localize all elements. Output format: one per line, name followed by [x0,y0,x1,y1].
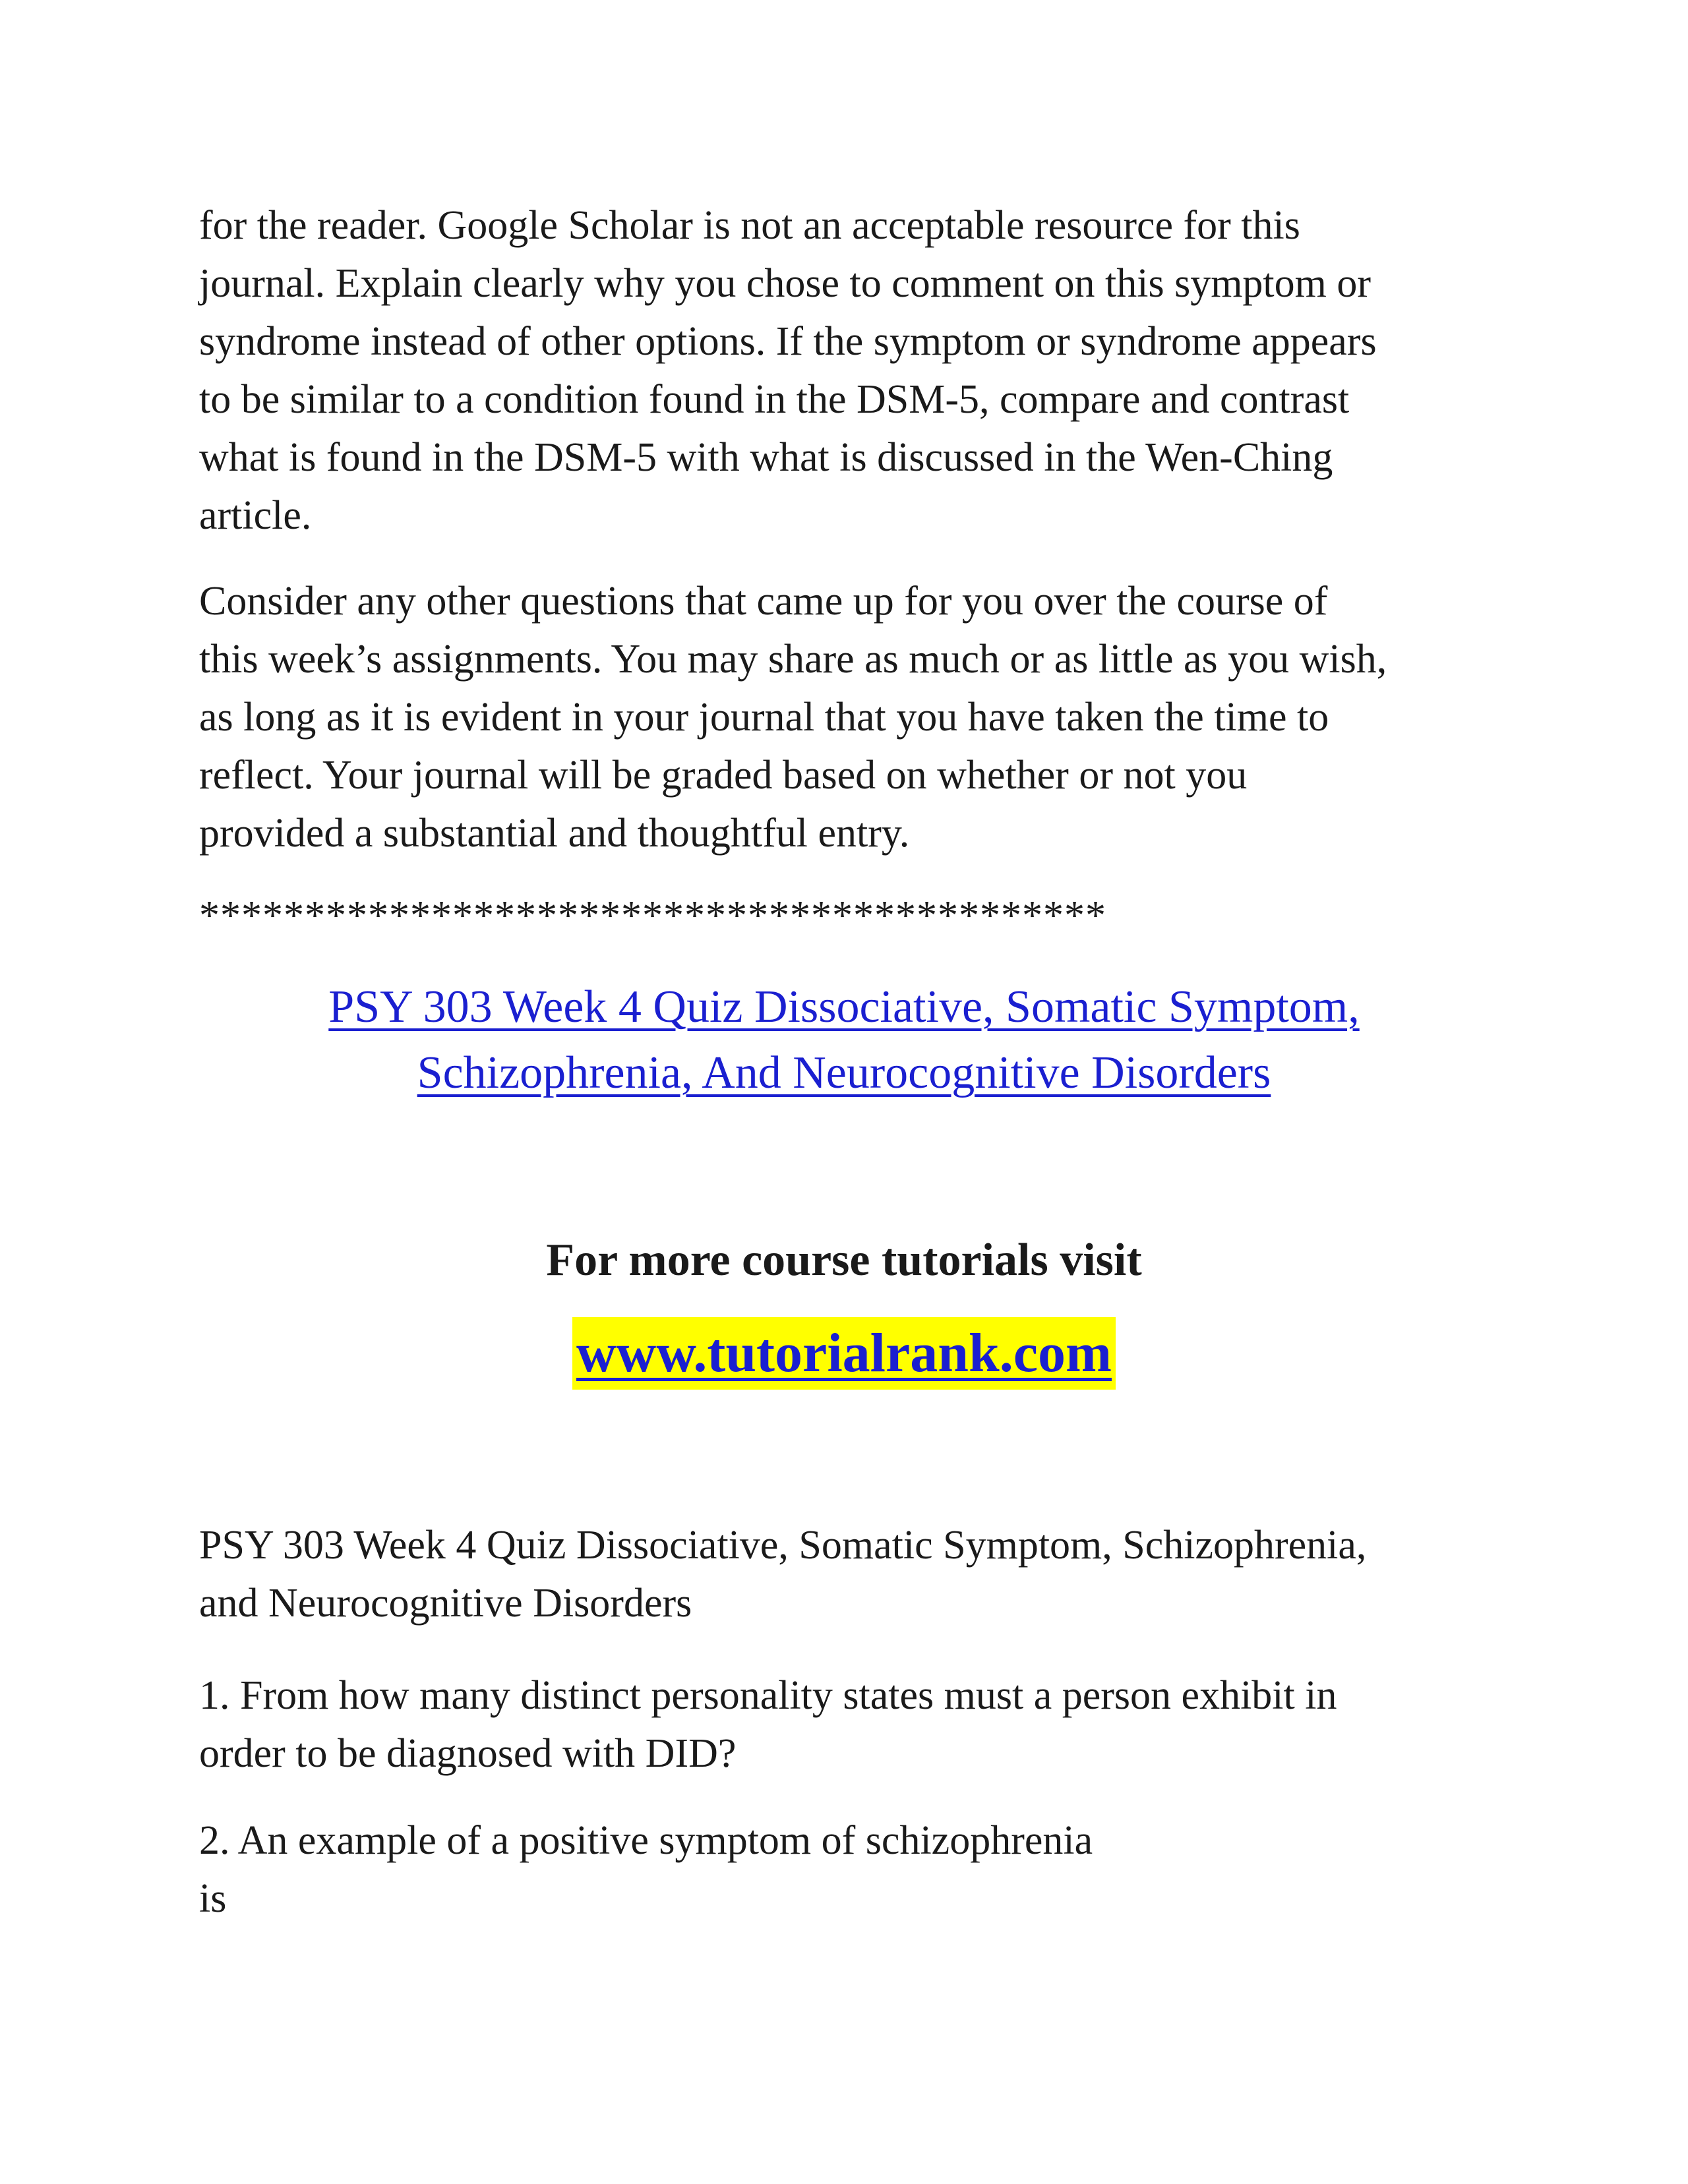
text-line: is [199,1876,227,1921]
text-line: Consider any other questions that came up for you over the course of [199,579,1328,624]
text-line: and Neurocognitive Disorders [199,1581,692,1626]
text-line: article. [199,493,312,538]
question-1 [199,1667,1505,1783]
quiz-title-text [199,1516,1505,1632]
text-line: this week’s assignments. You may share as much or as little as you wish, [199,637,1387,682]
text-line: 2. An example of a positive symptom of schizophrenia [199,1818,1093,1863]
site-url-block [0,1317,1688,1390]
reflection-paragraph [199,572,1505,862]
text-line: provided a substantial and thoughtful entry. [199,811,910,856]
text-line: reflect. Your journal will be graded based on whether or not you [199,753,1248,798]
quiz-title-link[interactable] [0,974,1688,1106]
text-line: to be similar to a condition found in the DSM-5, compare and contrast [199,377,1350,422]
question-2 [199,1812,1505,1928]
text-line: as long as it is evident in your journal that you have taken the time to [199,695,1329,740]
quiz-title-link-block [0,974,1688,1106]
promo-heading: For more course tutorials visit [546,1235,1142,1285]
asterisk-separator: ******************************************* [199,893,1106,938]
text-line: journal. Explain clearly why you chose to comment on this symptom or [199,261,1372,306]
instructions-paragraph [199,196,1505,545]
text-line: syndrome instead of other options. If the symptom or syndrome appears [199,319,1377,364]
link-line: Schizophrenia, And Neurocognitive Disorders [417,1048,1271,1098]
text-line: 1. From how many distinct personality states must a person exhibit in [199,1673,1337,1718]
site-url-link[interactable]: www.tutorialrank.com [572,1317,1116,1390]
link-line: PSY 303 Week 4 Quiz Dissociative, Somatic Symptom, [328,982,1360,1032]
text-line: what is found in the DSM-5 with what is discussed in the Wen-Ching [199,435,1333,480]
text-line: for the reader. Google Scholar is not an acceptable resource for this [199,203,1300,248]
text-line: PSY 303 Week 4 Quiz Dissociative, Somatic Symptom, Schizophrenia, [199,1523,1367,1568]
text-line: order to be diagnosed with DID? [199,1731,737,1776]
